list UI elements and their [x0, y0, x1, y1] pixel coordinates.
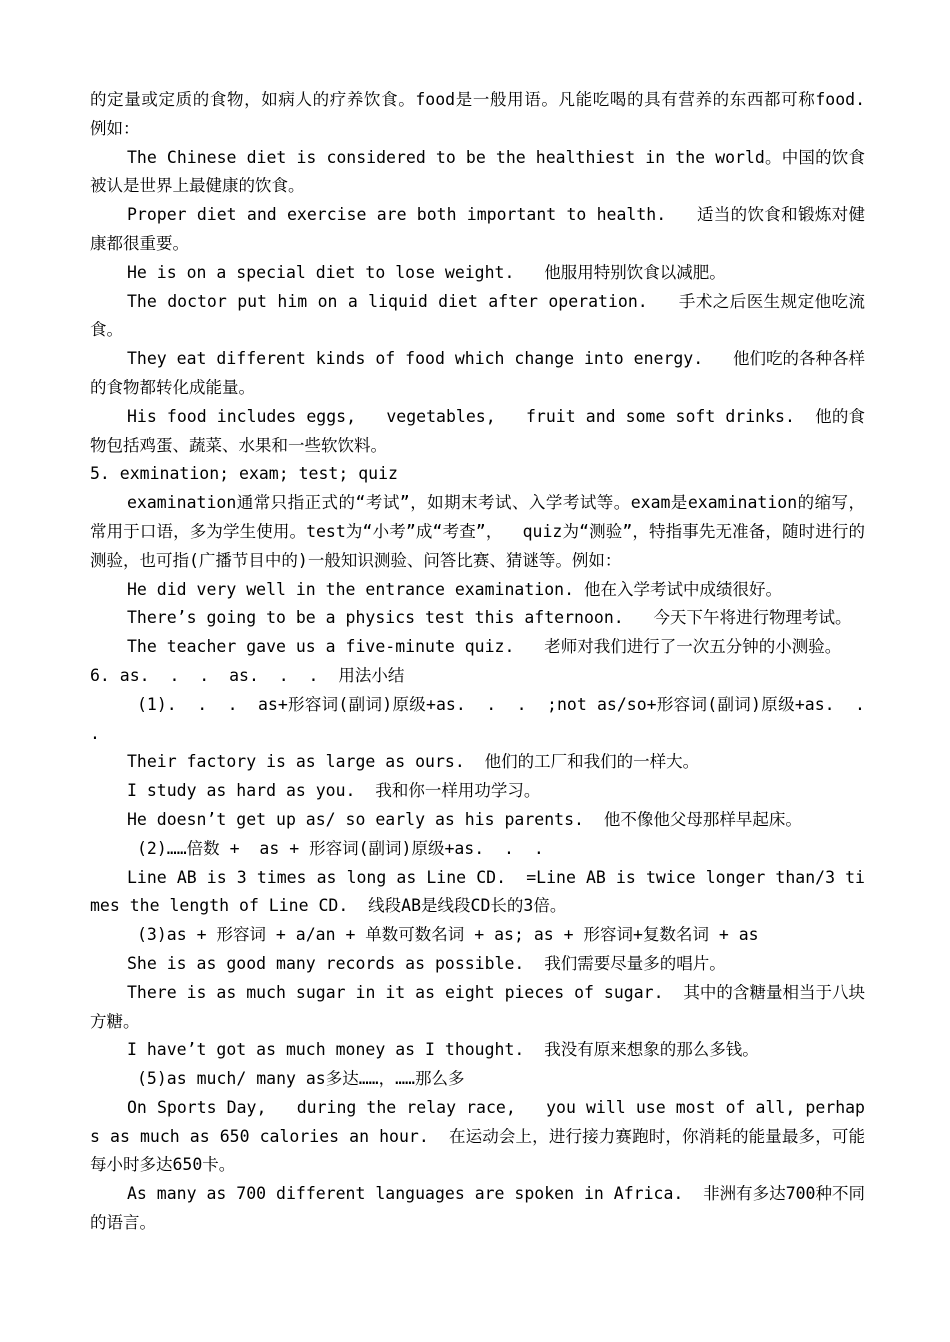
example-sentence: The doctor put him on a liquid diet after operation. 手术之后医生规定他吃流食。: [90, 291, 865, 340]
example-sentence: There’s going to be a physics test this afternoon. 今天下午将进行物理考试。: [127, 608, 852, 628]
example-sentence: Proper diet and exercise are both important to health. 适当的饮食和锻炼对健康都很重要。: [90, 205, 865, 253]
example-sentence: The teacher gave us a five-minute quiz. 老师对我们进行了一次五分钟的小测验。: [127, 637, 842, 657]
example-sentence: Their factory is as large as ours. 他们的工厂和我们的一样大。: [127, 752, 700, 772]
example-sentence: I study as hard as you. 我和你一样用功学习。: [127, 781, 541, 801]
example-sentence: He doesn’t get up as/ so early as his parents. 他不像他父母那样早起床。: [127, 809, 802, 829]
example-sentence: He did very well in the entrance examination. 他在入学考试中成绩很好。: [127, 579, 782, 599]
example-sentence: There is as much sugar in it as eight pieces of sugar. 其中的含糖量相当于八块方糖。: [90, 982, 865, 1031]
example-sentence: He is on a special diet to lose weight. 他服用特别饮食以减肥。: [127, 262, 726, 282]
rule-heading: (5)as much/ many as多达……，……那么多: [137, 1069, 465, 1089]
section-heading: 6. as. . . as. . . 用法小结: [90, 665, 405, 685]
example-sentence: She is as good many records as possible. 我们需要尽量多的唱片。: [127, 953, 726, 973]
paragraph: 的定量或定质的食物，如病人的疗养饮食。food是一般用语。凡能吃喝的具有营养的东西都可称food. 例如：: [90, 90, 895, 138]
example-sentence: Line AB is 3 times as long as Line CD. =Line AB is twice longer than/3 times the length of Line CD. 线段AB是线段CD长的3倍。: [90, 867, 865, 916]
document-body: [90, 86, 895, 1238]
paragraph: examination通常只指正式的“考试”，如期末考试、入学考试等。exam是examination的缩写，常用于口语，多为学生使用。test为“小考”成“考查”， quiz为“测验”，特指事先无准备，随时进行的测验，也可指(广播节目中的)一般知识测验、问答比赛、猜谜等。例如：: [90, 493, 865, 570]
rule-heading: (3)as + 形容词 + a/an + 单数可数名词 + as; as + 形容词+复数名词 + as: [137, 925, 759, 945]
section-heading: 5. exmination; exam; test; quiz: [90, 464, 398, 484]
rule-heading: (1). . . as+形容词(副词)原级+as. . . ;not as/so+形容词(副词)原级+as. . .: [90, 694, 885, 743]
example-sentence: As many as 700 different languages are spoken in Africa. 非洲有多达700种不同的语言。: [90, 1184, 865, 1233]
example-sentence: They eat different kinds of food which change into energy. 他们吃的各种各样的食物都转化成能量。: [90, 349, 865, 397]
example-sentence: His food includes eggs, vegetables, fruit and some soft drinks. 他的食物包括鸡蛋、蔬菜、水果和一些软饮料。: [90, 406, 865, 455]
example-sentence: The Chinese diet is considered to be the healthiest in the world。中国的饮食被认是世界上最健康的饮食。: [90, 147, 865, 196]
rule-heading: (2)……倍数 + as + 形容词(副词)原级+as. . .: [137, 838, 544, 858]
example-sentence: I have’t got as much money as I thought. 我没有原来想象的那么多钱。: [127, 1040, 759, 1060]
example-sentence: On Sports Day, during the relay race, you will use most of all, perhaps as much as 650 calories an hour. 在运动会上，进行接力赛跑时，你消耗的能量最多，可能每小时多达650卡。: [90, 1097, 865, 1175]
